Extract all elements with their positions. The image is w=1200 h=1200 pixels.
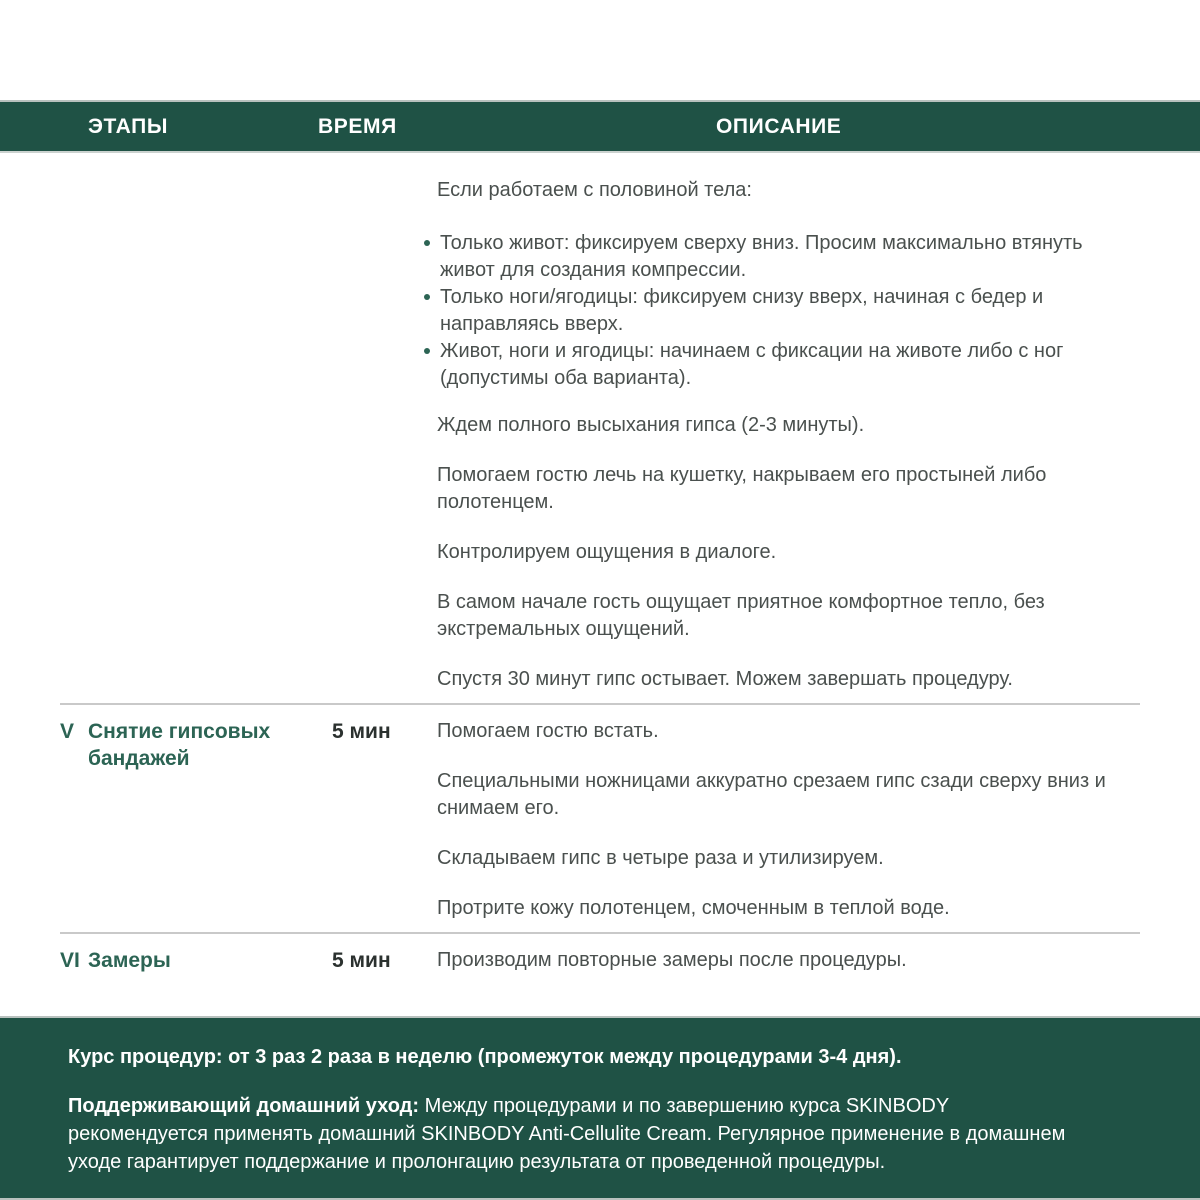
bullet-dot-icon [424, 294, 430, 300]
row-divider [60, 703, 1140, 705]
stage-label: Снятие гипсовых бандажей [88, 720, 271, 770]
bullet-item [440, 284, 1140, 338]
time-cell [310, 718, 437, 745]
bullet-text: Только ноги/ягодицы: фиксируем снизу вверх, начиная с бедер и направляясь вверх. [440, 286, 1044, 335]
column-header-description: ОПИСАНИЕ [716, 115, 842, 138]
description-paragraph: В самом начале гость ощущает приятное комфортное тепло, без экстремальных ощущений. [437, 591, 1045, 640]
description-paragraph: Специальными ножницами аккуратно срезаем гипс сзади сверху вниз и снимаем его. [437, 770, 1106, 819]
stage-cell [0, 718, 310, 772]
stage-line [60, 718, 310, 772]
stage-line [60, 947, 310, 974]
stage-label: Замеры [88, 949, 171, 972]
stage-cell [0, 947, 310, 974]
description-cell [437, 947, 1140, 974]
description-paragraph: Помогаем гостю встать. [437, 720, 659, 742]
stage-numeral: VI [60, 949, 80, 972]
bullet-item [440, 338, 1140, 392]
home-care-text: Между процедурами и по завершению курса SKINBODY рекомендуется применять домашний SKINBODY Anti-Cellulite Cream. Регулярное применение в домашнем уходе гарантирует поддержание и пролонгацию результата от проведенной процедуры. [68, 1095, 1066, 1173]
time-cell [310, 947, 437, 974]
time-value: 5 мин [332, 720, 391, 743]
table-body [0, 153, 1200, 974]
table-row-continuation [0, 153, 1200, 693]
description-paragraph: Контролируем ощущения в диалоге. [437, 541, 777, 563]
description-paragraph: Помогаем гостю лечь на кушетку, накрываем его простыней либо полотенцем. [437, 464, 1047, 513]
bullet-dot-icon [424, 240, 430, 246]
time-value: 5 мин [332, 949, 391, 972]
row-divider [60, 932, 1140, 934]
course-note: Курс процедур: от 3 раз 2 раза в неделю (промежуток между процедурами 3-4 дня). [68, 1046, 902, 1068]
description-paragraph: Если работаем с половиной тела: [437, 179, 752, 201]
home-care-note [68, 1092, 1078, 1176]
column-header-stages: ЭТАПЫ [88, 115, 168, 138]
bullet-item [440, 230, 1140, 284]
description-paragraph: Протрите кожу полотенцем, смоченным в теплой воде. [437, 897, 950, 919]
footer-note-panel [0, 1016, 1200, 1200]
bullet-text: Только живот: фиксируем сверху вниз. Просим максимально втянуть живот для создания компрессии. [440, 232, 1083, 281]
description-paragraph: Производим повторные замеры после процедуры. [437, 949, 907, 971]
description-paragraph: Ждем полного высыхания гипса (2-3 минуты). [437, 414, 865, 436]
description-paragraph: Спустя 30 минут гипс остывает. Можем завершать процедуру. [437, 668, 1013, 690]
description-paragraph: Складываем гипс в четыре раза и утилизируем. [437, 847, 884, 869]
table-row-stage-vi [0, 947, 1200, 974]
description-cell [437, 718, 1140, 922]
bullet-dot-icon [424, 348, 430, 354]
bullet-text: Живот, ноги и ягодицы: начинаем с фиксации на животе либо с ног (допустимы оба варианта). [440, 340, 1064, 389]
table-header-bar [0, 100, 1200, 153]
column-header-time: ВРЕМЯ [318, 115, 397, 138]
home-care-label: Поддерживающий домашний уход: [68, 1095, 420, 1117]
stage-numeral: V [60, 720, 75, 743]
bullet-list [437, 230, 1140, 392]
table-row-stage-v [0, 718, 1200, 922]
description-cell [437, 177, 1140, 693]
